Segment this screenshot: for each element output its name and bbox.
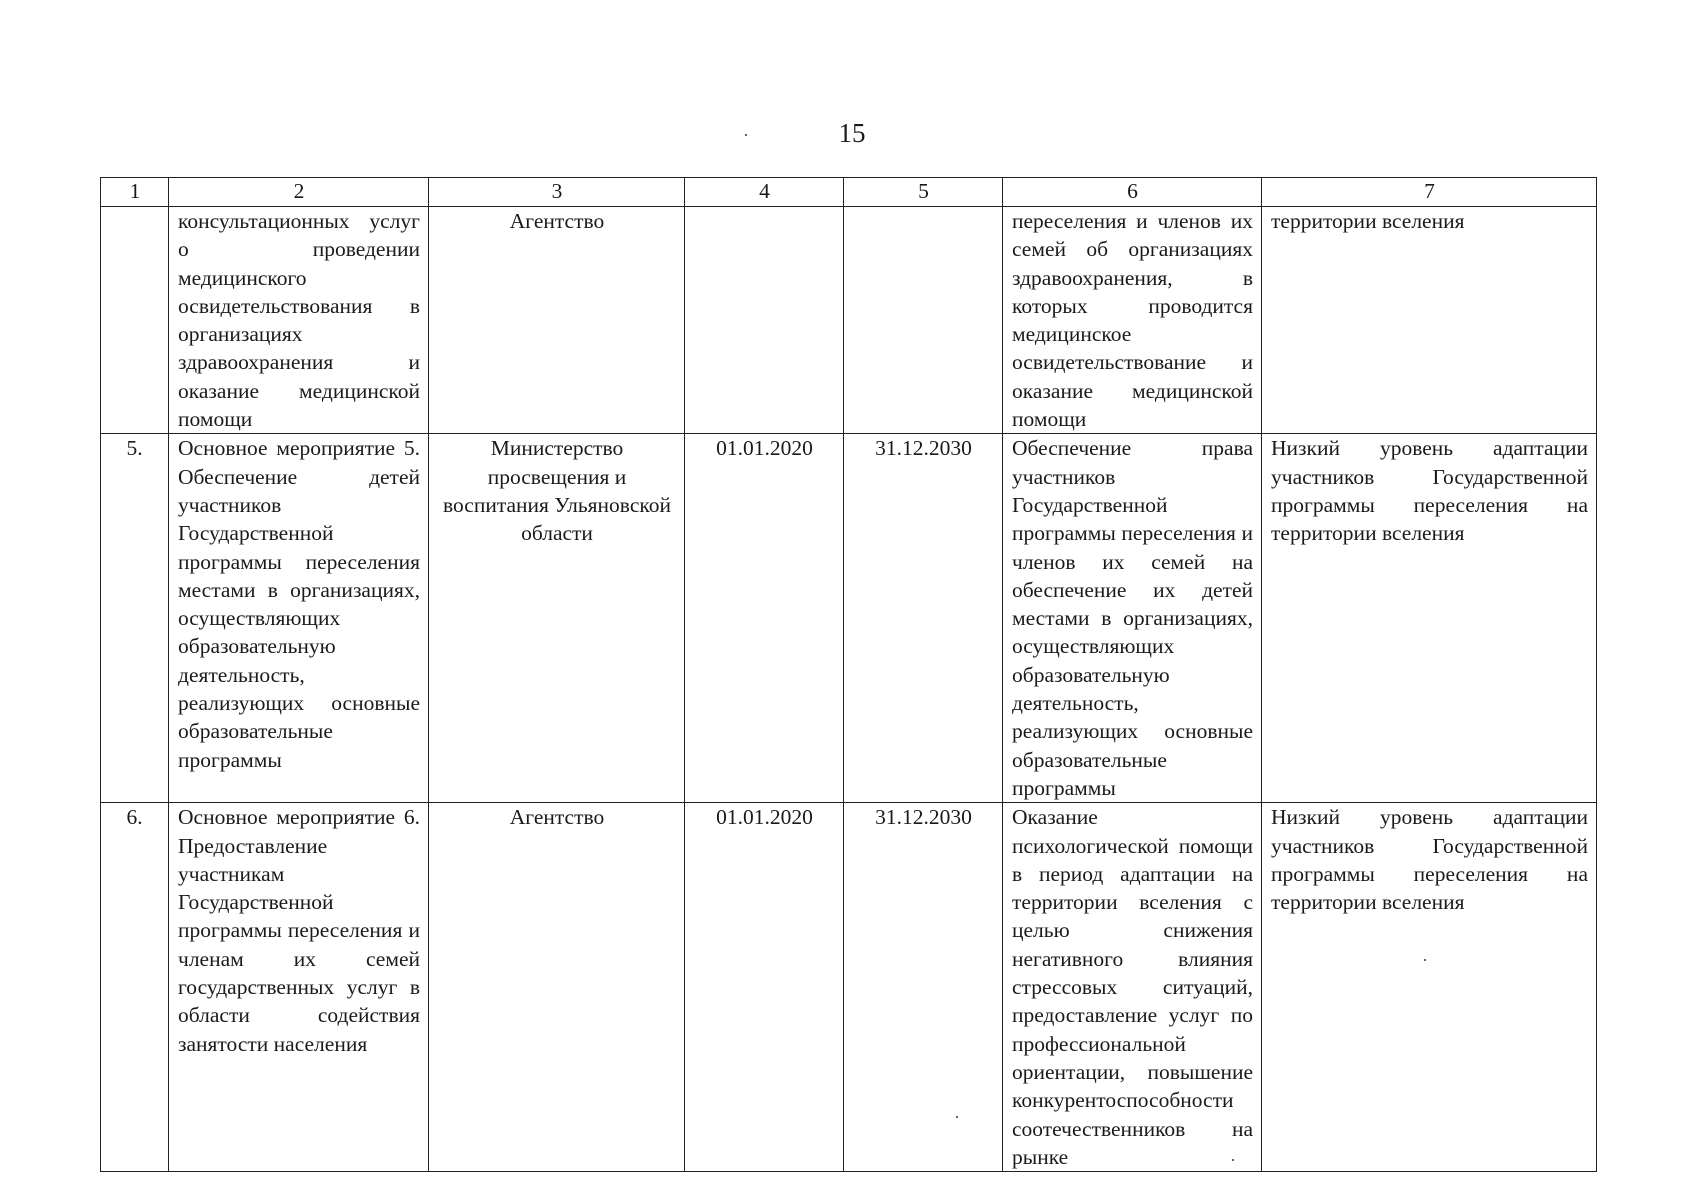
page-number: 15 <box>838 118 866 148</box>
executor-cell: Министерство просвещения и воспитания Ульяновской области <box>429 434 685 803</box>
activity-cell: консультационных услуг о проведении медицинского освидетельствования в организациях здравоохранения и оказание медицинской помощи <box>169 207 429 434</box>
end-date-cell: 31.12.2030 <box>844 434 1003 803</box>
activity-cell: Основное мероприятие 5. Обеспечение детей участников Государственной программы переселения местами в организациях, осуществляющих образовательную деятельность, реализующих основные образовательные программы <box>169 434 429 803</box>
table-row <box>101 434 1597 803</box>
row-number <box>101 207 169 434</box>
scan-speck <box>745 134 747 136</box>
result-cell: Обеспечение права участников Государственной программы переселения и членов их семей на обеспечение их детей местами в организациях, осуществляющих образовательную деятельность, реализующих основные образовательные программы <box>1003 434 1262 803</box>
table-row <box>101 207 1597 434</box>
table-row <box>101 803 1597 1172</box>
end-date-cell: 31.12.2030 <box>844 803 1003 1172</box>
activities-table <box>100 177 1597 1172</box>
row-number: 6. <box>101 803 169 1172</box>
column-header: 2 <box>169 178 429 207</box>
column-header: 6 <box>1003 178 1262 207</box>
column-header: 3 <box>429 178 685 207</box>
activity-cell: Основное мероприятие 6. Предоставление участникам Государственной программы переселения и членам их семей государственных услуг в области содействия занятости населения <box>169 803 429 1172</box>
consequence-cell: Низкий уровень адаптации участников Государственной программы переселения на территории вселения <box>1262 803 1597 1172</box>
executor-cell: Агентство <box>429 207 685 434</box>
executor-cell: Агентство <box>429 803 685 1172</box>
column-header: 5 <box>844 178 1003 207</box>
column-header: 4 <box>685 178 844 207</box>
start-date-cell: 01.01.2020 <box>685 803 844 1172</box>
consequence-cell: территории вселения <box>1262 207 1597 434</box>
row-number: 5. <box>101 434 169 803</box>
result-cell: Оказание психологической помощи в период адаптации на территории вселения с целью снижения негативного влияния стрессовых ситуаций, предоставление услуг по профессиональной ориентации, повышение конкурентоспособности соотечественников на рынке <box>1003 803 1262 1172</box>
table-header-row <box>101 178 1597 207</box>
consequence-cell: Низкий уровень адаптации участников Государственной программы переселения на территории вселения <box>1262 434 1597 803</box>
end-date-cell <box>844 207 1003 434</box>
column-header: 7 <box>1262 178 1597 207</box>
start-date-cell: 01.01.2020 <box>685 434 844 803</box>
result-cell: переселения и членов их семей об организациях здравоохранения, в которых проводится медицинское освидетельствование и оказание медицинской помощи <box>1003 207 1262 434</box>
start-date-cell <box>685 207 844 434</box>
column-header: 1 <box>101 178 169 207</box>
